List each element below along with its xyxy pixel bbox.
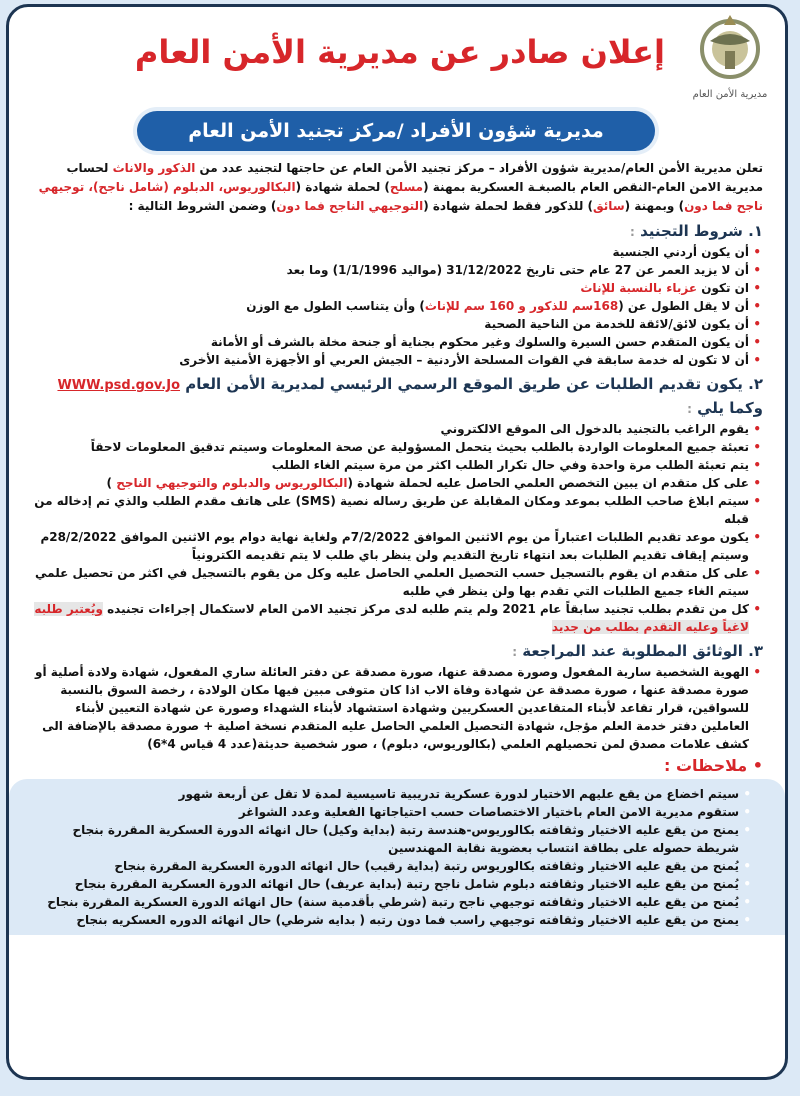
header xyxy=(9,7,785,107)
note-item: • يمنح من يقع عليه الاختيار وثقافته بكالوريوس-هندسة رتبة (بداية وكيل) حال انهائه الدورة العسكرية المقررة بنجاح شريطة حصوله على بطاقة انتساب بعضوية نقابة المهندسين xyxy=(33,821,739,857)
section-2-title-end: وكما يلي xyxy=(697,399,763,417)
text-segment: أن لا يقل الطول عن ( xyxy=(618,299,749,313)
notes-heading: • ملاحظات : xyxy=(663,756,763,775)
list-item xyxy=(33,420,749,438)
page-title: إعلان صادر عن مديرية الأمن العام xyxy=(134,33,665,71)
text-segment: سيتم ابلاغ صاحب الطلب بموعد ومكان المقابلة عن طريق رساله نصية (SMS) على هاتف مقدم الطلب والذي تم إدخاله من قبله xyxy=(34,494,749,526)
logo-caption: مديرية الأمن العام xyxy=(692,89,768,100)
highlighted-text: البكالوريوس، الدبلوم (شامل ناجح)، توجيهي ناجح فما دون xyxy=(38,180,763,213)
text-segment: أن لا تكون له خدمة سابقة في القوات المسلحة الأردنية – الجيش العربي أو الأجهزة الأمنية الأخرى xyxy=(179,353,749,367)
section-2-title: ٢. يكون تقديم الطلبات عن طريق الموقع الرسمي الرئيسي لمديرية الأمن العام xyxy=(185,375,763,393)
note-item: • يُمنح من يقع عليه الاختيار وثقافته توجيهي ناجح رتبة (شرطي بأقدمية سنة) حال انهائه الدورة العسكرية المقررة بنجاح xyxy=(33,893,739,911)
note-item: • يمنح من يقع عليه الاختيار وثقافته توجيهي راسب فما دون رتبه ( بدايه شرطي) حال انهائه الدوره العسكريه بنجاح xyxy=(33,911,739,929)
list-item xyxy=(33,261,749,279)
highlighted-text: البكالوريوس والدبلوم والتوجيهي الناجح xyxy=(116,476,348,490)
text-segment: تعبئة جميع المعلومات الواردة بالطلب بحيث يتحمل المسؤولية عن صحة المعلومات وسيتم تدقيق المعلومات لاحقاً xyxy=(90,440,749,454)
list-item xyxy=(33,438,749,456)
text-segment: يكون موعد تقديم الطلبات اعتباراً من يوم الاثنين الموافق 7/2/2022م ولغاية نهاية دوام يوم الاثنين الموافق 28/2/2022م وسيتم إيقاف تقديم الطلبات بعد انتهاء تاريخ التقديم ولن ينظر باي طلب لا يتم تقديمه الكترونياً xyxy=(40,530,749,562)
list-item xyxy=(33,351,749,369)
section-2-heading: ٢. يكون تقديم الطلبات عن طريق الموقع الرسمي الرئيسي لمديرية الأمن العام WWW.psd.gov.Jo وكما يلي : xyxy=(57,375,763,417)
section-2-list xyxy=(33,420,763,636)
list-item xyxy=(33,663,749,753)
text-segment: يتم تعبئة الطلب مرة واحدة وفي حال تكرار الطلب اكثر من مرة سيتم الغاء الطلب xyxy=(271,458,749,472)
list-item xyxy=(33,474,749,492)
highlighted-text: التوجيهي الناجح فما دون xyxy=(276,199,424,213)
text-segment: ) وأن يتناسب الطول مع الوزن xyxy=(246,299,425,313)
list-item xyxy=(33,333,749,351)
public-security-logo xyxy=(685,11,775,105)
text-segment: أن يكون أردني الجنسية xyxy=(612,245,749,259)
text-segment: يقوم الراغب بالتجنيد بالدخول الى الموقع الالكتروني xyxy=(440,422,749,436)
text-segment: الهوية الشخصية سارية المفعول وصورة مصدقة عنها، صورة مصدقة عن دفتر العائلة ساري المفعول، شهادة ولادة أصلية أو صورة مصدقة عنها ، صورة مصدقة عن شهادة وفاة الاب اذا كان متوفى مبين فيها مكان الولادة ، رخصة السوق بالنسبة للسواقين، قرار تقاعد لأبناء المتقاعدين العسكريين وشهادة استشهاد لأبناء الشهداء وصورة عن شهادة التعيين لأبناء العاملين دفتر خدمة العلم مؤجل، شهادة التحصيل العلمي الحاصل عليه المتقدم نسخة اصلية + صورة مصدقة بالإضافة الى كشف علامات مصدق لمن تحصيلهم العلمي (بكالوريوس، دبلوم) ، صور شخصية حديثة(عدد 4 قياس 4*6) xyxy=(35,665,749,751)
list-item xyxy=(33,243,749,261)
list-item xyxy=(33,456,749,474)
text-segment: لحساب مديرية الامن العام-النقص العام بالصبغـة العسكرية بمهنة ( xyxy=(66,161,763,194)
text-segment: ان تكون xyxy=(697,281,749,295)
emblem-icon xyxy=(695,11,765,85)
section-3-list xyxy=(33,663,763,753)
text-segment: أن يكون المتقدم حسن السيرة والسلوك وغير محكوم بجناية أو جنحة مخلة بالشرف أو الأمانة xyxy=(210,335,749,349)
section-1-title: ١. شروط التجنيد xyxy=(640,222,763,240)
highlighted-text: عزباء بالنسبة للإناث xyxy=(580,281,698,295)
note-item: • يُمنح من يقع عليه الاختيار وثقافته دبلوم شامل ناجح رتبة (بداية عريف) حال انهائه الدورة العسكرية المقررة بنجاح xyxy=(33,875,739,893)
announcement-card xyxy=(6,4,788,1080)
notes-list xyxy=(33,785,753,929)
text-segment: ) وضمن الشروط التالية : xyxy=(128,199,277,213)
text-segment: كل من تقدم بطلب تجنيد سابقاً عام 2021 ولم يتم طلبه لدى مركز تجنيد الامن العام لاستكمال إجراءات تجنيده xyxy=(102,602,749,616)
highlighted-text: مسلح xyxy=(389,180,424,194)
intro-paragraph xyxy=(33,159,763,216)
highlighted-text: ويُعتبر طلبه لاغياً وعليه التقدم بطلب من جديد xyxy=(34,602,749,634)
text-segment: على كل متقدم ان يقوم بالتسجيل حسب التحصيل العلمي الحاصل عليه وكل من يقوم بالتسجيل في اكثر من تحصيل علمي سيتم الغاء جميع الطلبات التي تقدم بها ولن ينظر في طلبه xyxy=(35,566,749,598)
website-link[interactable]: WWW.psd.gov.Jo xyxy=(57,378,181,393)
highlighted-text: سائق xyxy=(592,199,625,213)
text-segment: ) للذكور فقط لحملة شهادة ( xyxy=(423,199,593,213)
note-item: • ستقوم مديرية الامن العام باختيار الاختصاصات حسب احتياجاتها الفعلية وعدد الشواغر xyxy=(33,803,739,821)
department-banner: مديرية شؤون الأفراد /مركز تجنيد الأمن العام xyxy=(137,111,655,151)
list-item xyxy=(33,492,749,528)
list-item xyxy=(33,297,749,315)
highlighted-text: 168سم للذكور و 160 سم للإناث xyxy=(424,299,619,313)
list-item xyxy=(33,315,749,333)
text-segment: أن لا يزيد العمر عن 27 عام حتى تاريخ 31/12/2022 (مواليد 1/1/1996) وما بعد xyxy=(286,263,749,277)
content xyxy=(9,151,785,777)
text-segment: ) وبمهنة ( xyxy=(624,199,685,213)
note-item: • سيتم اخضاع من يقع عليهم الاختيار لدورة عسكرية تدريبية تاسيسية لمدة لا تقل عن أربعة شهور xyxy=(33,785,739,803)
list-item xyxy=(33,564,749,600)
text-segment: ) لحملة شهادة ( xyxy=(295,180,390,194)
highlighted-text: الذكور والاناث xyxy=(112,161,196,175)
section-1-heading: ١. شروط التجنيد : xyxy=(630,222,763,240)
section-3-title: ٣. الوثائق المطلوبة عند المراجعة xyxy=(522,642,763,660)
section-1-list xyxy=(33,243,763,369)
list-item xyxy=(33,528,749,564)
section-3-heading: ٣. الوثائق المطلوبة عند المراجعة : xyxy=(512,642,763,660)
text-segment: أن يكون لائق/لائقة للخدمة من الناحية الصحية xyxy=(484,317,749,331)
list-item xyxy=(33,600,749,636)
text-segment: تعلن مديرية الأمن العام/مديرية شؤون الأفراد – مركز تجنيد الأمن العام عن حاجتها لتجنيد عدد من xyxy=(195,161,763,175)
notes-box xyxy=(9,779,785,935)
text-segment: على كل متقدم ان يبين التخصص العلمي الحاصل عليه لحملة شهادة ( xyxy=(347,476,749,490)
list-item xyxy=(33,279,749,297)
note-item: • يُمنح من يقع عليه الاختيار وثقافته بكالوريوس رتبة (بداية رقيب) حال انهائه الدورة العسكرية المقررة بنجاح xyxy=(33,857,739,875)
text-segment: ) xyxy=(106,476,117,490)
